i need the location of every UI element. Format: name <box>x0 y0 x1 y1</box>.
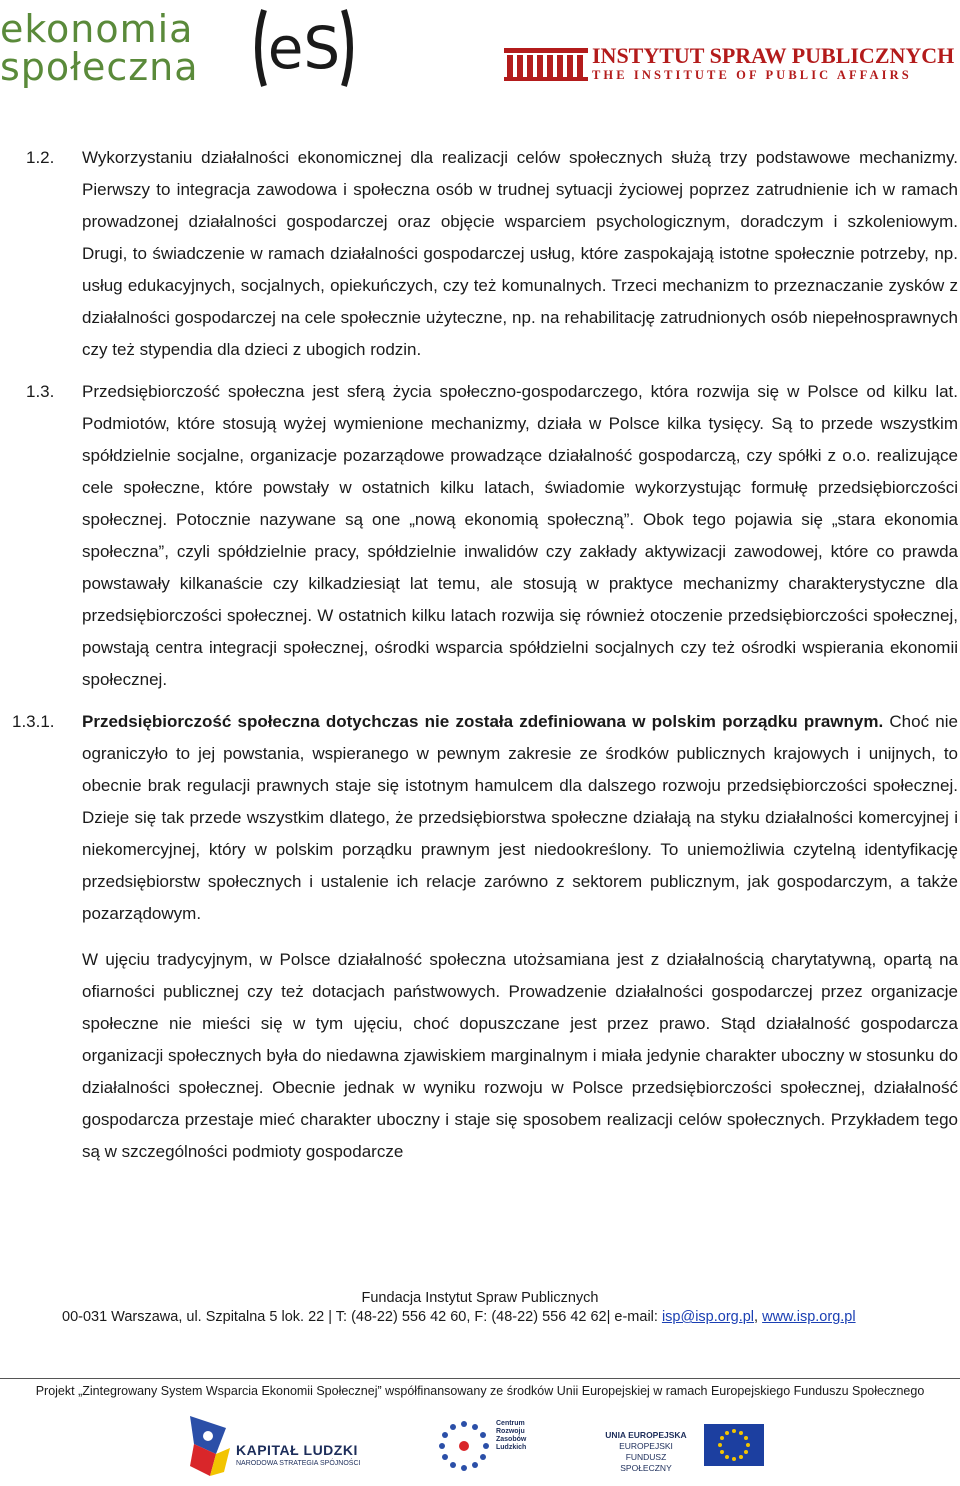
eu-flag-icon <box>704 1424 764 1466</box>
es-logo-line2: społeczna <box>0 45 199 89</box>
isp-name: INSTYTUT SPRAW PUBLICZNYCH <box>592 43 955 68</box>
es-logo-line1: ekonomia <box>0 7 194 51</box>
es-mark-text: eS <box>267 14 341 82</box>
section-text: Przedsiębiorczość społeczna jest sferą życia społeczno-gospodarczego, która rozwija się w Polsce od kilku lat. Podmiotów, które stosują wyżej wymienione mechanizmy, działa w Polsce kilka tysięcy. Są to przede wszystkim spółdzielnie socjalne, organizacje pozarządowe prowadzące działalność gospodarczą, czy spółki z o.o. realizujące cele społeczne, które powstały w ostatnich kilku latach, świadomie wykorzystując formułę przedsiębiorczości społecznej. Potocznie nazywane są one „nową ekonomią społeczną”. Obok tego pojawia się „stara ekonomia społeczna”, czyli spółdzielnie pracy, spółdzielnie inwalidów czy zakłady aktywizacji zawodowej, które co prawda powstawały kilkanaście czy kilkadziesiąt lat temu, ale stosują w praktyce mechanizmy charakterystyczne dla przedsiębiorczości społecznej. W ostatnich kilku latach rozwija się również otoczenie przedsiębiorczości społecznej, powstają centra integracji społecznej, ośrodki wsparcia spółdzielni socjalnych czy też ośrodki wspierania ekonomii społecznej. <box>82 382 958 689</box>
kapital-ludzki-icon <box>186 1414 232 1480</box>
footer-contact <box>62 1309 856 1325</box>
website-link[interactable]: www.isp.org.pl <box>762 1309 856 1325</box>
section-1-2 <box>0 142 960 366</box>
section-1-3 <box>0 376 960 696</box>
document-body <box>0 142 960 1168</box>
eu-line3: FUNDUSZ SPOŁECZNY <box>620 1452 672 1473</box>
project-note: Projekt „Zintegrowany System Wsparcia Ekonomii Społecznej” współfinansowany ze środków Unii Europejskiej w ramach Europejskiego Funduszu Społecznego <box>35 1384 925 1398</box>
kl-subtitle: NARODOWA STRATEGIA SPÓJNOŚCI <box>236 1460 361 1467</box>
ekonomia-spoleczna-logo <box>0 6 360 90</box>
isp-subtitle: THE INSTITUTE OF PUBLIC AFFAIRS <box>592 68 912 82</box>
crzl-logo <box>436 1418 546 1478</box>
section-number: 1.3.1. <box>12 712 55 731</box>
email-link[interactable]: isp@isp.org.pl <box>661 1309 755 1325</box>
eu-text <box>600 1430 692 1474</box>
section-number: 1.3. <box>26 382 55 401</box>
plain-paragraph <box>0 944 960 1168</box>
es-mark-icon <box>250 6 358 90</box>
contact-separator: , <box>754 1309 763 1325</box>
page-header <box>0 0 960 100</box>
section-text: Wykorzystaniu działalności ekonomicznej dla realizacji celów społecznych służą trzy podstawowe mechanizmy. Pierwszy to integracja zawodowa i społeczna osób w trudnej sytuacji życiowej poprzez zatrudnienie ich w ramach prowadzonej działalności gospodarczej oraz objęcie wsparciem psychologicznym, doradczym i szkoleniowym. Drugi, to świadczenie w ramach działalności gospodarczej usług, które zaspokajają istotne społecznie potrzeby, np. usług edukacyjnych, socjalnych, opiekuńczych, czy też komunalnych. Trzeci mechanizm to przeznaczanie zysków z działalności gospodarczej na cele społecznie użyteczne, np. na rehabilitację zatrudnionych osób niepełnosprawnych czy też stypendia dla dzieci z ubogich rodzin. <box>82 148 958 359</box>
eu-line1: UNIA EUROPEJSKA <box>605 1430 687 1440</box>
paragraph-text: W ujęciu tradycyjnym, w Polsce działalność społeczna utożsamiana jest z działalnością charytatywną, opartą na ofiarności publicznej czy też dotacjach państwowych. Prowadzenie działalności gospodarczej przez organizacje społeczne nie mieści się w tym ujęciu, choć dopuszczane jest przez prawo. Stąd działalność gospodarcza organizacji społecznych była do niedawna zjawiskiem marginalnym i miała jedynie charakter uboczny w stosunku do działalności społecznej. Obecnie jednak w wyniku rozwoju w Polsce przedsiębiorczości społecznej, działalność gospodarcza przestaje mieć charakter uboczny i staje się sposobem realizacji celów społecznych. Przykładem tego są w szczególności podmioty gospodarcze <box>82 950 958 1161</box>
section-bold-lead: Przedsiębiorczość społeczna dotychczas nie została zdefiniowana w polskim porządku prawnym. <box>82 712 884 731</box>
footer-foundation: Fundacja Instytut Spraw Publicznych <box>361 1290 599 1306</box>
section-1-3-1 <box>0 706 960 930</box>
eu-line2: EUROPEJSKI <box>619 1441 673 1451</box>
kl-title: KAPITAŁ LUDZKI <box>236 1442 358 1458</box>
footer-logos <box>0 1410 960 1486</box>
section-number: 1.2. <box>26 148 55 167</box>
section-text <box>82 706 960 930</box>
kapital-ludzki-logo <box>186 1414 386 1484</box>
isp-logo <box>504 44 960 84</box>
crzl-stars-icon <box>436 1418 492 1474</box>
contact-text: 00-031 Warszawa, ul. Szpitalna 5 lok. 22 | T: (48-22) 556 42 60, F: (48-22) 556 42 62| e-mail: <box>62 1309 662 1325</box>
footer-divider <box>0 1378 960 1379</box>
section-body: Choć nie ograniczyło to jej powstania, wspieranego w pewnym zakresie ze środków publicznych krajowych i unijnych, to obecnie brak regulacji prawnych staje się istotnym hamulcem dla dalszego rozwoju przedsiębiorczości społecznej. Dzieje się tak przede wszystkim dlatego, że przedsiębiorstwa społeczne działają na styku działalności komercyjnej i niekomercyjnej, który w polskim porządku prawnym jest niedookreślony. To uniemożliwia czytelną identyfikację przedsiębiorstw społecznych i ustalenie ich relacje zarówno z sektorem publicznym, jak gospodarczym, a także pozarządowym. <box>82 712 958 923</box>
crzl-text: Centrum Rozwoju Zasobów Ludzkich <box>496 1420 527 1451</box>
columns-icon <box>504 46 588 82</box>
eu-logo <box>600 1420 770 1480</box>
